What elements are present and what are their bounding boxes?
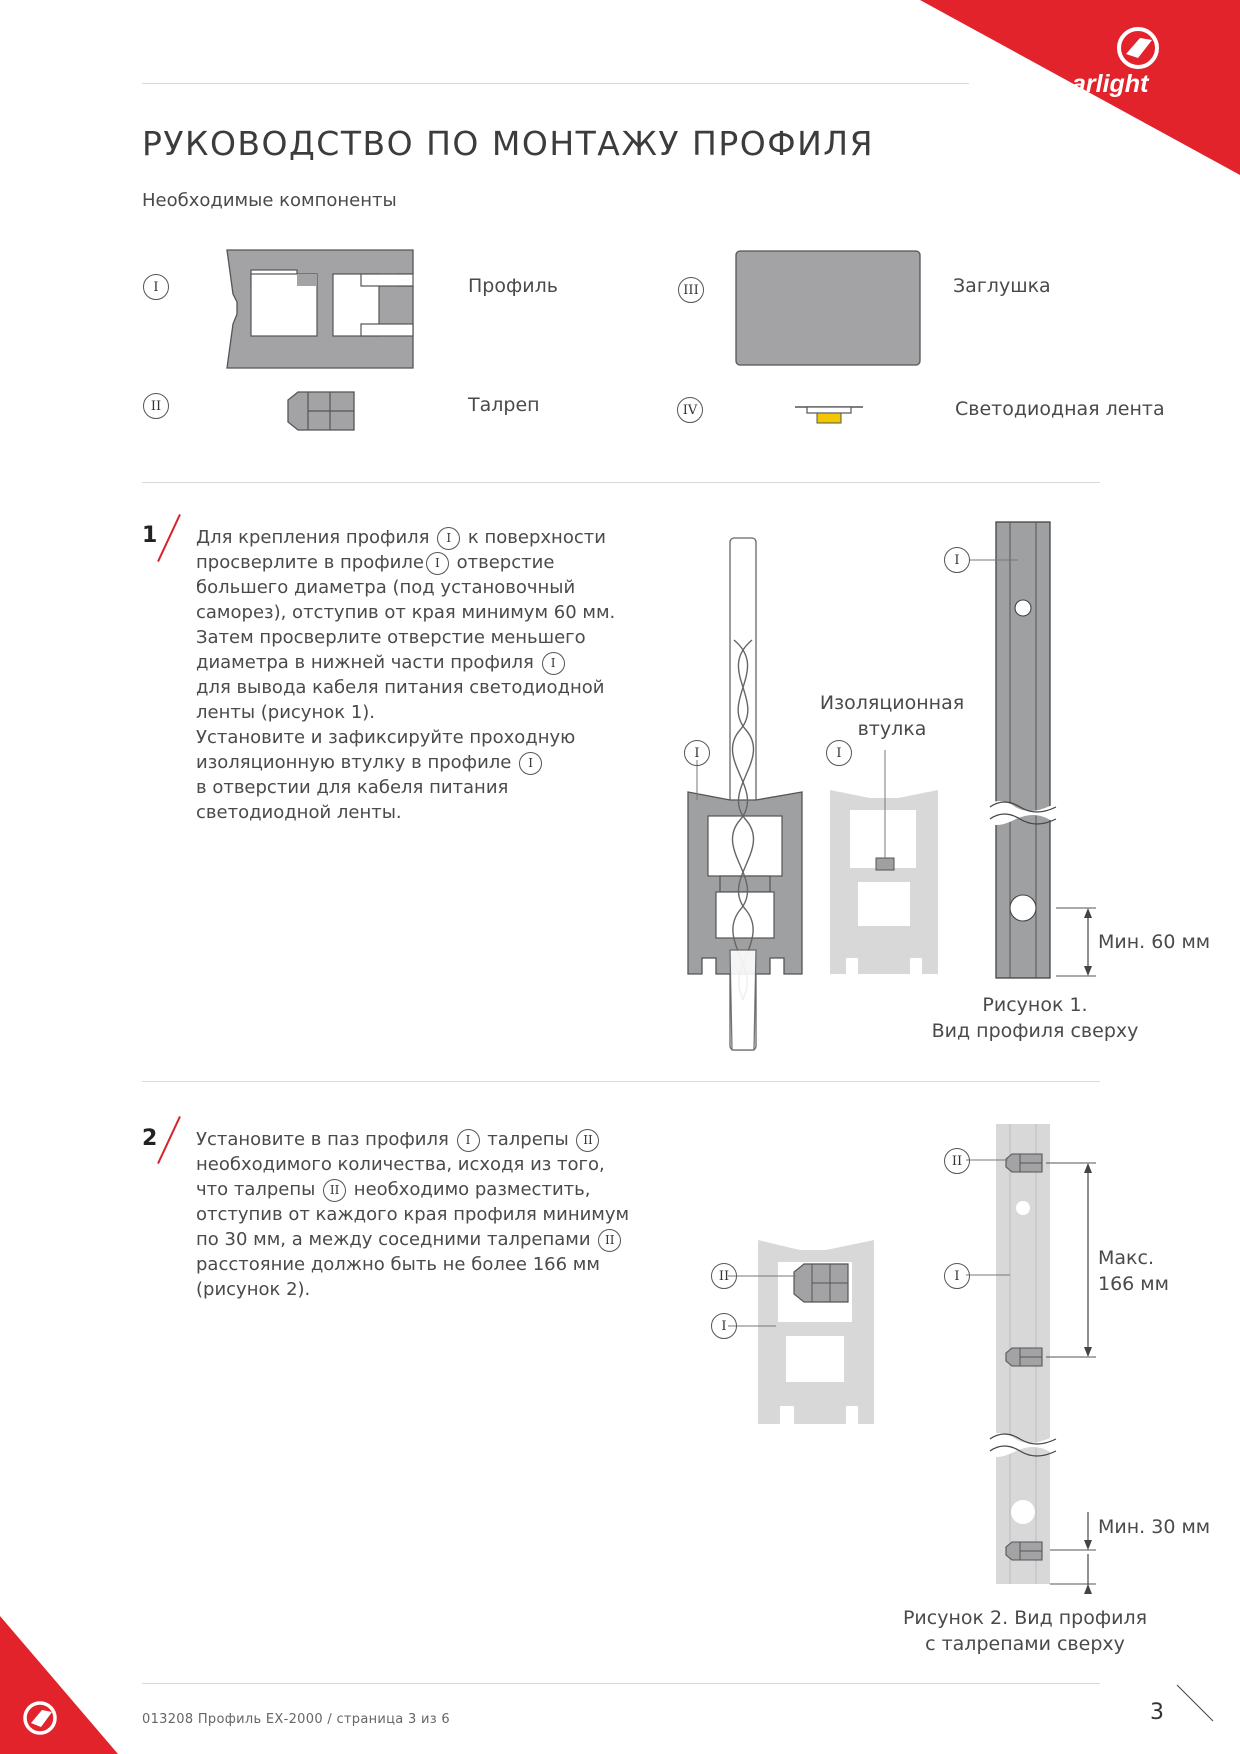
step-1-line: Затем просверлите отверстие меньшего bbox=[196, 627, 586, 648]
step-2-line: по 30 мм, а между соседними талрепами II bbox=[196, 1227, 636, 1252]
step-2-accent-slash bbox=[157, 1116, 181, 1164]
corner-footer-triangle bbox=[0, 1600, 130, 1754]
step-1-line: изоляционную втулку в профиле I bbox=[196, 750, 616, 775]
top-divider bbox=[142, 83, 969, 84]
page-number-slash-icon bbox=[1175, 1683, 1215, 1723]
step-2-line: Установите в паз профиля I талрепы II bbox=[196, 1127, 636, 1152]
turnbuckle-icon bbox=[284, 390, 356, 432]
step-2-line: необходимого количества, исходя из того, bbox=[196, 1154, 605, 1175]
numeral-i-badge: I bbox=[542, 652, 565, 675]
numeral-ii-badge: II bbox=[323, 1179, 346, 1202]
step-1-line: Для крепления профиля I к поверхности bbox=[196, 527, 606, 548]
callout-section-profile-i: I bbox=[711, 1313, 737, 1339]
top-view-turnbuckle bbox=[1006, 1348, 1042, 1366]
step-1-line: большего диаметра (под установочный bbox=[196, 577, 576, 598]
sleeve-section-diagram bbox=[826, 790, 946, 978]
component-label-end-cap: Заглушка bbox=[953, 275, 1051, 297]
callout-drill-profile-i: I bbox=[684, 740, 710, 766]
page-title: РУКОВОДСТВО ПО МОНТАЖУ ПРОФИЛЯ bbox=[142, 124, 875, 163]
callout-section-turnbuckle-ii: II bbox=[711, 1263, 737, 1289]
step-1-line: просверлите в профиле I отверстие bbox=[196, 552, 555, 573]
callout-top-view-i: I bbox=[944, 547, 970, 573]
step-1-line: ленты (рисунок 1). bbox=[196, 702, 376, 723]
end-cap-icon bbox=[735, 250, 923, 368]
components-heading: Необходимые компоненты bbox=[142, 190, 397, 211]
page-number: 3 bbox=[1150, 1700, 1164, 1725]
dimension-min-30: Мин. 30 мм bbox=[1098, 1516, 1211, 1538]
step-1-line: саморез), отступив от края минимум 60 мм. bbox=[196, 602, 616, 623]
figure-2-caption: Рисунок 2. Вид профиля с талрепами сверху bbox=[902, 1607, 1148, 1655]
profile-section-icon bbox=[225, 250, 415, 368]
component-numeral-i: I bbox=[143, 274, 169, 300]
callout-sleeve-profile-i: I bbox=[826, 740, 852, 766]
led-strip-icon bbox=[793, 404, 865, 426]
components-divider bbox=[142, 482, 1100, 483]
top-view-turnbuckle bbox=[1006, 1154, 1042, 1172]
dimension-min-60: Мин. 60 мм bbox=[1098, 931, 1211, 953]
step-1-line: диаметра в нижней части профиля I bbox=[196, 650, 616, 675]
numeral-i-badge: I bbox=[437, 527, 460, 550]
figure-1-caption: Рисунок 1. Вид профиля сверху bbox=[931, 994, 1139, 1042]
step-1-line: Установите и зафиксируйте проходную bbox=[196, 727, 576, 748]
footer-text: 013208 Профиль ЕХ-2000 / страница 3 из 6 bbox=[142, 1712, 450, 1727]
step-1-number: 1 bbox=[142, 523, 158, 548]
step-2-line: отступив от каждого края профиля минимум bbox=[196, 1204, 630, 1225]
numeral-i-badge: I bbox=[519, 752, 542, 775]
step-2-line: что талрепы II необходимо разместить, bbox=[196, 1179, 591, 1200]
numeral-i-badge: I bbox=[426, 552, 449, 575]
sleeve-label: Изоляционная втулка bbox=[819, 692, 965, 740]
step-1-line: светодиодной ленты. bbox=[196, 802, 402, 823]
top-view-turnbuckle bbox=[1006, 1542, 1042, 1560]
profile-top-view-diagram bbox=[990, 520, 1100, 982]
numeral-i-badge: I bbox=[457, 1129, 480, 1152]
arlight-logo-text: arlight bbox=[1072, 70, 1149, 98]
component-numeral-ii: II bbox=[143, 393, 169, 419]
component-label-turnbuckle: Талреп bbox=[468, 394, 540, 416]
component-label-profile: Профиль bbox=[468, 275, 558, 297]
dimension-max-166: Макс. 166 мм bbox=[1098, 1247, 1169, 1295]
component-numeral-iv: IV bbox=[677, 397, 703, 423]
step-2-text bbox=[196, 1127, 636, 1302]
callout-top-profile-i: I bbox=[944, 1263, 970, 1289]
step-1-text bbox=[196, 525, 616, 825]
component-numeral-iii: III bbox=[678, 277, 704, 303]
step-2-number: 2 bbox=[142, 1126, 158, 1151]
numeral-ii-badge: II bbox=[576, 1129, 599, 1152]
callout-top-turnbuckle-ii: II bbox=[944, 1148, 970, 1174]
step-1-accent-slash bbox=[157, 514, 181, 562]
component-label-led-strip: Светодиодная лента bbox=[955, 398, 1165, 420]
step-1-line: для вывода кабеля питания светодиодной bbox=[196, 677, 605, 698]
step-2-line: расстояние должно быть не более 166 мм bbox=[196, 1254, 600, 1275]
numeral-ii-badge: II bbox=[598, 1229, 621, 1252]
turnbuckle-top-view-diagram bbox=[990, 1120, 1100, 1598]
footer-divider bbox=[142, 1683, 1100, 1684]
step-1-divider bbox=[142, 1081, 1100, 1082]
step-1-line: в отверстии для кабеля питания bbox=[196, 777, 509, 798]
step-2-line: (рисунок 2). bbox=[196, 1279, 311, 1300]
